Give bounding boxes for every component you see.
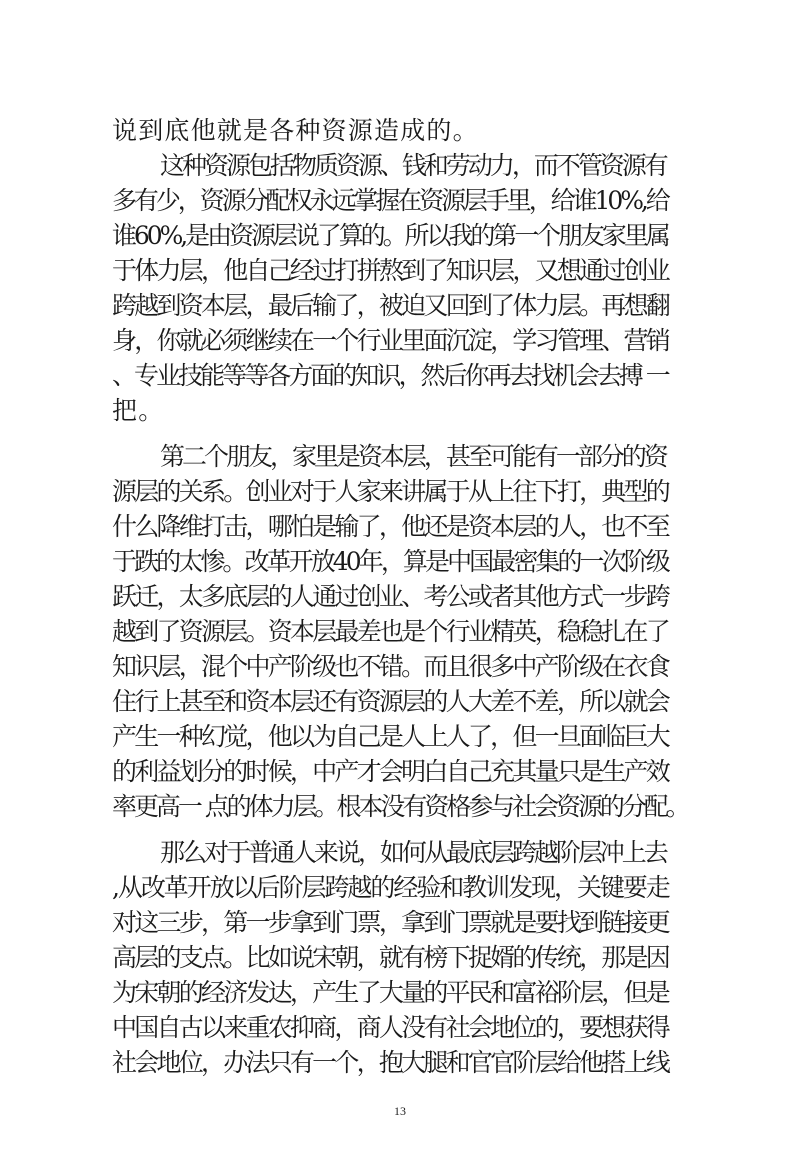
text-line: 越到了资源层。资本层最差也是个行业精英，稳稳扎在了 (112, 617, 669, 646)
text-line: 这种资源包括物质资源、钱和劳动力，而不管资源有 (160, 151, 666, 180)
text-line: 于体力层，他自己经过打拼熬到了知识层，又想通过创业 (112, 256, 669, 285)
text-line: 住行上甚至和资本层还有资源层的人大差不差，所以就会 (112, 687, 669, 716)
text-line: 对这三步，第一步拿到门票，拿到门票就是要找到链接更 (112, 908, 669, 937)
text-line: 为宋朝的经济发达，产生了大量的平民和富裕阶层，但是 (112, 978, 669, 1007)
text-line: 跃迁，太多底层的人通过创业、考公或者其他方式一步跨 (112, 582, 669, 611)
text-line: 高层的支点。比如说宋朝，就有榜下捉婿的传统，那是因 (112, 943, 669, 972)
text-line: 身，你就必须继续在一个行业里面沉淀，学习管理、营销 (112, 326, 669, 355)
page-number: 13 (394, 1104, 406, 1118)
text-line: 说到底他就是各种资源造成的。 (112, 116, 479, 145)
text-line: 知识层，混个中产阶级也不错。而且很多中产阶级在衣食 (112, 652, 669, 681)
text-line: 于跌的太惨。改革开放40年，算是中国最密集的一次阶级 (112, 547, 668, 576)
text-line: 率更高一 点的体力层。根本没有资格参与社会资源的分配。 (112, 792, 688, 821)
text-line: 谁60%,是由资源层说了算的。所以我的第一个朋友家里属 (112, 221, 668, 250)
text-line: 那么对于普通人来说，如何从最底层跨越阶层冲上去 (160, 838, 666, 867)
text-line: 的利益划分的时候，中产才会明白自己充其量只是生产效 (112, 757, 669, 786)
text-line: ,从改革开放以后阶层跨越的经验和教训发现，关键要走 (112, 873, 669, 902)
text-line: 社会地位，办法只有一个，抱大腿和官官阶层给他搭上线 (112, 1048, 669, 1077)
text-line: 第二个朋友，家里是资本层，甚至可能有一部分的资 (160, 442, 666, 471)
text-line: 源层的关系。创业对于人家来讲属于从上往下打，典型的 (112, 477, 669, 506)
text-line: 、专业技能等等各方面的知识，然后你再去找机会去搏 一 (112, 361, 668, 390)
text-line: 中国自古以来重农抑商，商人没有社会地位的，要想获得 (112, 1013, 669, 1042)
text-line: 把。 (112, 396, 165, 425)
text-line: 跨越到资本层，最后输了，被迫又回到了体力层。再想翻 (112, 291, 669, 320)
text-line: 多有少，资源分配权永远掌握在资源层手里，给谁10%,给 (112, 186, 668, 215)
text-line: 产生一种幻觉，他以为自己是人上人了，但一旦面临巨大 (112, 722, 669, 751)
text-line: 什么降维打击，哪怕是输了，他还是资本层的人，也不至 (112, 512, 669, 541)
